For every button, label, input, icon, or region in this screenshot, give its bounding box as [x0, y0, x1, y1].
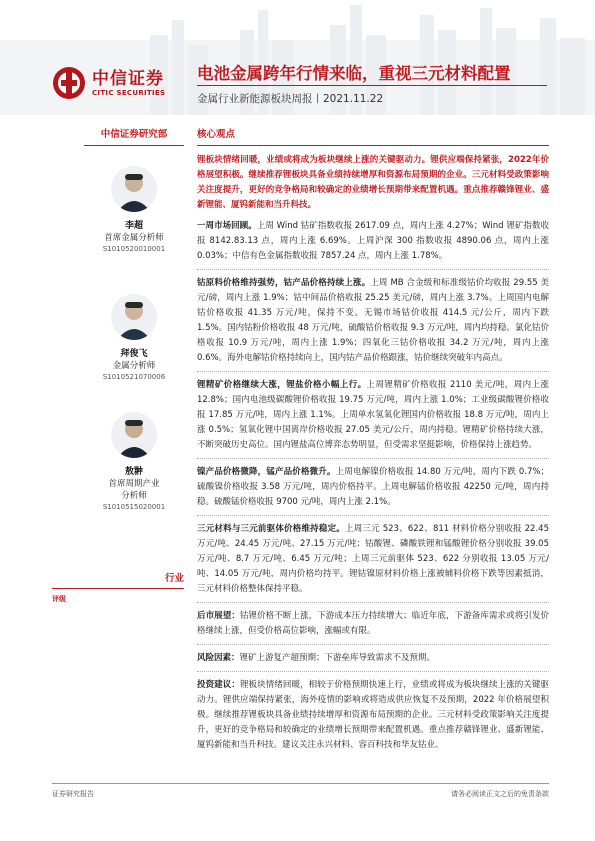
footer-divider: [52, 783, 549, 784]
cobalt-paragraph: [197, 276, 549, 372]
analyst-card: [84, 412, 184, 513]
analyst-card: [84, 294, 184, 383]
report-title: 电池金属跨年行情来临，重视三元材料配置: [197, 64, 511, 83]
report-subtitle: 金属行业新能源板块周报丨2021.11.22: [197, 93, 384, 105]
paragraph-lead: 钴原料价格维持强势，钴产品价格持续上涨。: [197, 278, 371, 288]
paragraph-text: 锂矿上游复产超预期；下游垒库导致需求不及预期。: [239, 653, 436, 663]
analyst-column: [84, 126, 184, 146]
paragraph-text: 锂板块情绪回暖，相较于价格预期快速上行，业绩或将成为板块继续上涨的关键驱动力。锂供应端保持紧张，海外疫情的影响或将造成供应恢复不及预期，2022 年价格展望积极。继续推荐锂板块具备业绩持续增厚和资源布局预期的企业。三元材料受政策影响关注度提升，更好的竞争格局和较确定的业绩增长预期带来配置机遇。重点推荐赣锋锂业、盛新锂能、厦钨新能和当升科技。建议关注永兴材料、容百科技和华友钴业。: [197, 680, 549, 750]
paragraph-lead: 一周市场回顾。: [197, 221, 257, 231]
citic-logo: [52, 66, 165, 100]
industry-rating-block: [52, 570, 184, 604]
analyst-name: 拜俊飞: [120, 349, 148, 359]
avatar: [111, 294, 157, 340]
paragraph-text: 上周 MB 合金级和标准级钴价均收报 29.55 美元/磅，周内上涨 1.9%；钴中间品价格收报 25.25 美元/磅，周内上涨 3.7%。上周国内电解钴价格收报 41.35 万元/吨，保持不变。无锡市场钴价收报 414.5 元/公斤，周内下跌 1.5%。国内钴粉价格收报 48 万元/吨，硫酸钴价格收报 9.3 万元/吨，周内均持稳。氯化钴价格收报 10.9 万元/吨，周内上涨 1.9%；四氧化三钴价格收报 34.2 万元/吨，周内上涨 0.6%。海外电解钴价格持续向上，国内钴产品价格跟涨，钴价继续突破年内高点。: [197, 278, 549, 363]
analyst-license: S1010520010001: [102, 245, 166, 253]
logo-english: CITIC SECURITIES: [92, 89, 166, 97]
investment-advice-paragraph: [197, 678, 549, 758]
paragraph-text: 上周三元 523、622、811 材料价格分别收报 22.45 万元/吨、24.45 万元/吨、27.15 万元/吨；钴酸锂、磷酸铁锂和锰酸锂价格分别收报 39.05 万元/吨、8.7 万元/吨、6.45 万元/吨；上周三元前驱体 523、622 分别收报 13.05 万元/吨、14.05 万元/吨，周内价格均持平。锂钴镍原材料价格上涨被辅料价格下跌等因素抵消，三元材料价格整体保持平稳。: [197, 524, 549, 594]
logo-chinese: 中信证券: [92, 69, 164, 89]
lithium-paragraph: [197, 378, 549, 459]
avatar: [111, 412, 157, 458]
core-views-heading: 核心观点: [197, 126, 549, 146]
analyst-title: 金属分析师: [112, 361, 156, 371]
analyst-title: 分析师: [121, 491, 147, 501]
ternary-materials-paragraph: [197, 522, 549, 603]
analyst-license: S1010521070006: [102, 373, 166, 381]
core-views-column: [197, 126, 549, 758]
paragraph-text: 上周锂精矿价格收报 2110 美元/吨，周内上涨 12.8%；国内电池级碳酸锂价格收报 19.75 万元/吨，周内上涨 1.0%；工业级碳酸锂价格收报 17.85 万元/吨，周内上涨 1.1%。上周单水氢氧化锂国内价格收报 18.8 万元/吨，周内上涨 0.5%；氢氧化锂中国离岸价格收报 27.05 美元/公斤，周内持稳。锂精矿价格持续大涨，不断突破历史高位。国内锂盐高位博弈态势明显，但受需求坚挺影响，价格保持上涨趋势。: [197, 380, 549, 450]
paragraph-lead: 三元材料与三元前驱体价格维持稳定。: [197, 524, 345, 534]
title-divider: [197, 85, 547, 86]
industry-heading: 行业: [52, 570, 184, 589]
paragraph-lead: 锂精矿价格继续大涨，锂盐价格小幅上行。: [197, 380, 367, 390]
nickel-manganese-paragraph: [197, 465, 549, 516]
analyst-title: 首席金属分析师: [104, 233, 164, 243]
paragraph-lead: 镍产品价格微降，锰产品价格微升。: [197, 467, 336, 477]
analyst-card: [84, 166, 184, 255]
research-institute-heading: 中信证券研究部: [84, 126, 184, 146]
footer-disclaimer: 请务必阅读正文之后的免责条款: [451, 790, 549, 798]
avatar: [111, 166, 157, 212]
paragraph-lead: 后市展望：: [197, 611, 240, 621]
footer-report-type: 证券研究报告: [52, 790, 94, 798]
paragraph-text: 上周电解镍价格收报 14.80 万元/吨，周内下跌 0.7%；硫酸镍价格收报 3.58 万元/吨，周内价格持平。上周电解锰价格收报 42250 元/吨，周内持稳。硫酸锰价格收报 9700 元/吨，周内上涨 2.1%。: [197, 467, 549, 507]
summary-paragraph: 锂板块情绪回暖，业绩或将成为板块继续上涨的关键驱动力。锂供应端保持紧张，2022年价格展望积极。继续推荐锂板块具备业绩持续增厚和资源布局预期的企业。三元材料受政策影响关注度提升，更好的竞争格局和较确定的业绩增长预期带来配置机遇。重点推荐赣锋锂业、盛新锂能、厦钨新能和当升科技。: [197, 155, 549, 210]
citic-logo-icon: [52, 66, 86, 100]
market-review-paragraph: [197, 219, 549, 270]
rating-label: 评级: [52, 595, 66, 603]
analyst-license: S1010515020001: [102, 503, 166, 511]
risk-paragraph: [197, 651, 549, 672]
paragraph-lead: 风险因素：: [197, 653, 240, 663]
analyst-name: 敖翀: [124, 467, 143, 477]
paragraph-text: 钴锂价格不断上涨，下游成本压力持续增大；临近年底，下游备库需求或将引发价格继续上涨，但受价格高位影响，涨幅或有限。: [197, 611, 549, 636]
paragraph-lead: 投资建议：: [197, 680, 240, 690]
paragraph-text: 上周 Wind 钴矿指数收报 2617.09 点，周内上涨 4.27%；Wind 锂矿指数收报 8142.83.13 点，周内上涨 6.69%。上周沪深 300 指数收报 4890.06 点，周内上涨 0.03%；中信有色金属指数收报 7857.24 点，周内上涨 1.78%。: [197, 221, 549, 261]
analyst-title: 首席周期产业: [108, 479, 160, 489]
analyst-name: 李超: [124, 221, 143, 231]
outlook-paragraph: [197, 609, 549, 645]
